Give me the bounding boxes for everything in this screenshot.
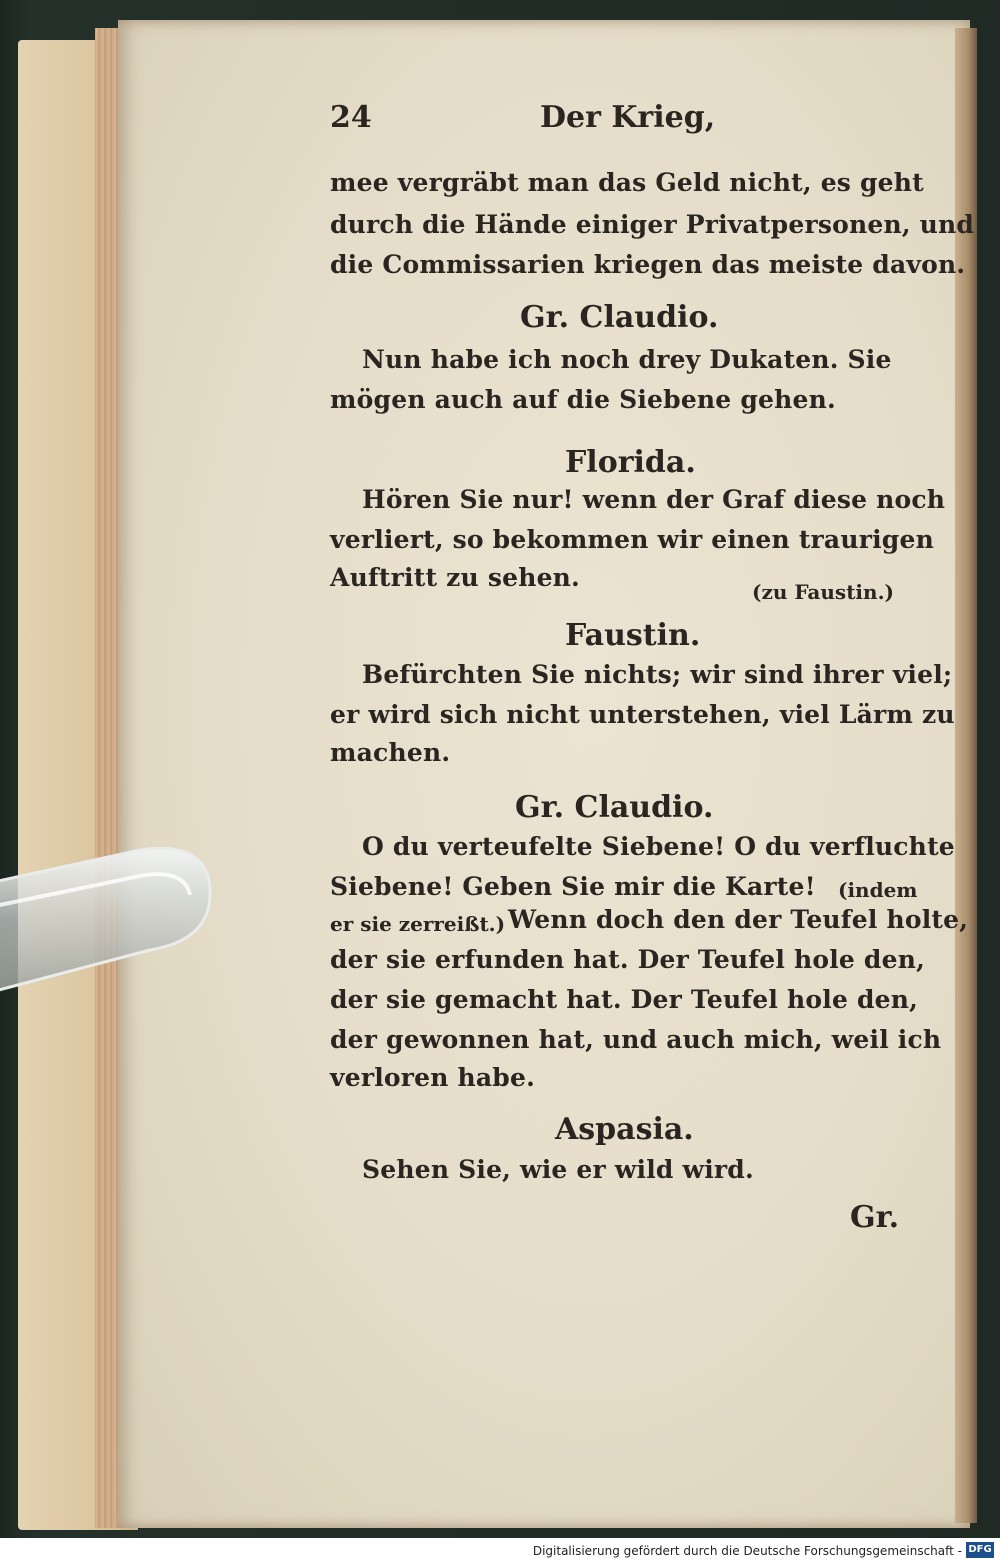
stage-direction: (zu Faustin.) [752, 580, 894, 604]
text-line: Befürchten Sie nichts; wir sind ihrer viel; [362, 660, 953, 689]
footer-credit: Digitalisierung gefördert durch die Deutsche Forschungsgemeinschaft - [532, 1544, 962, 1558]
dfg-logo: DFG [966, 1542, 994, 1558]
text-line: machen. [330, 738, 451, 767]
text-line: der sie gemacht hat. Der Teufel hole den, [330, 985, 919, 1014]
speaker-name: Faustin. [565, 618, 701, 653]
page-number: 24 [330, 100, 372, 135]
speaker-name: Gr. Claudio. [520, 300, 719, 335]
text-line: der gewonnen hat, und auch mich, weil ich [330, 1025, 942, 1054]
speaker-name: Gr. Claudio. [515, 790, 714, 825]
glass-page-holder [0, 845, 215, 1005]
text-line: der sie erfunden hat. Der Teufel hole den, [330, 945, 925, 974]
text-line: O du verteufelte Siebene! O du verfluchte [362, 832, 955, 861]
text-line: Siebene! Geben Sie mir die Karte! [330, 872, 816, 901]
text-line: mögen auch auf die Siebene gehen. [330, 385, 836, 414]
speaker-name: Florida. [565, 445, 696, 480]
text-line: Nun habe ich noch drey Dukaten. Sie [362, 345, 892, 374]
text-line: Auftritt zu sehen. [330, 563, 580, 592]
text-line: mee vergräbt man das Geld nicht, es geht [330, 168, 924, 197]
text-line: die Commissarien kriegen das meiste davon. [330, 250, 966, 279]
book-page [118, 20, 970, 1528]
text-line: Wenn doch den der Teufel holte, [508, 905, 969, 934]
catchword: Gr. [850, 1200, 900, 1235]
text-line: durch die Hände einiger Privatpersonen, und [330, 210, 975, 239]
speaker-name: Aspasia. [555, 1112, 694, 1147]
text-line: er wird sich nicht unterstehen, viel Lärm zu [330, 700, 955, 729]
running-title: Der Krieg, [540, 100, 716, 135]
text-line: verliert, so bekommen wir einen traurigen [330, 525, 934, 554]
text-line: verloren habe. [330, 1063, 535, 1092]
stage-direction: (indem [838, 878, 918, 902]
text-line: Hören Sie nur! wenn der Graf diese noch [362, 485, 946, 514]
stage-direction: er sie zerreißt.) [330, 912, 506, 936]
text-line: Sehen Sie, wie er wild wird. [362, 1155, 754, 1184]
